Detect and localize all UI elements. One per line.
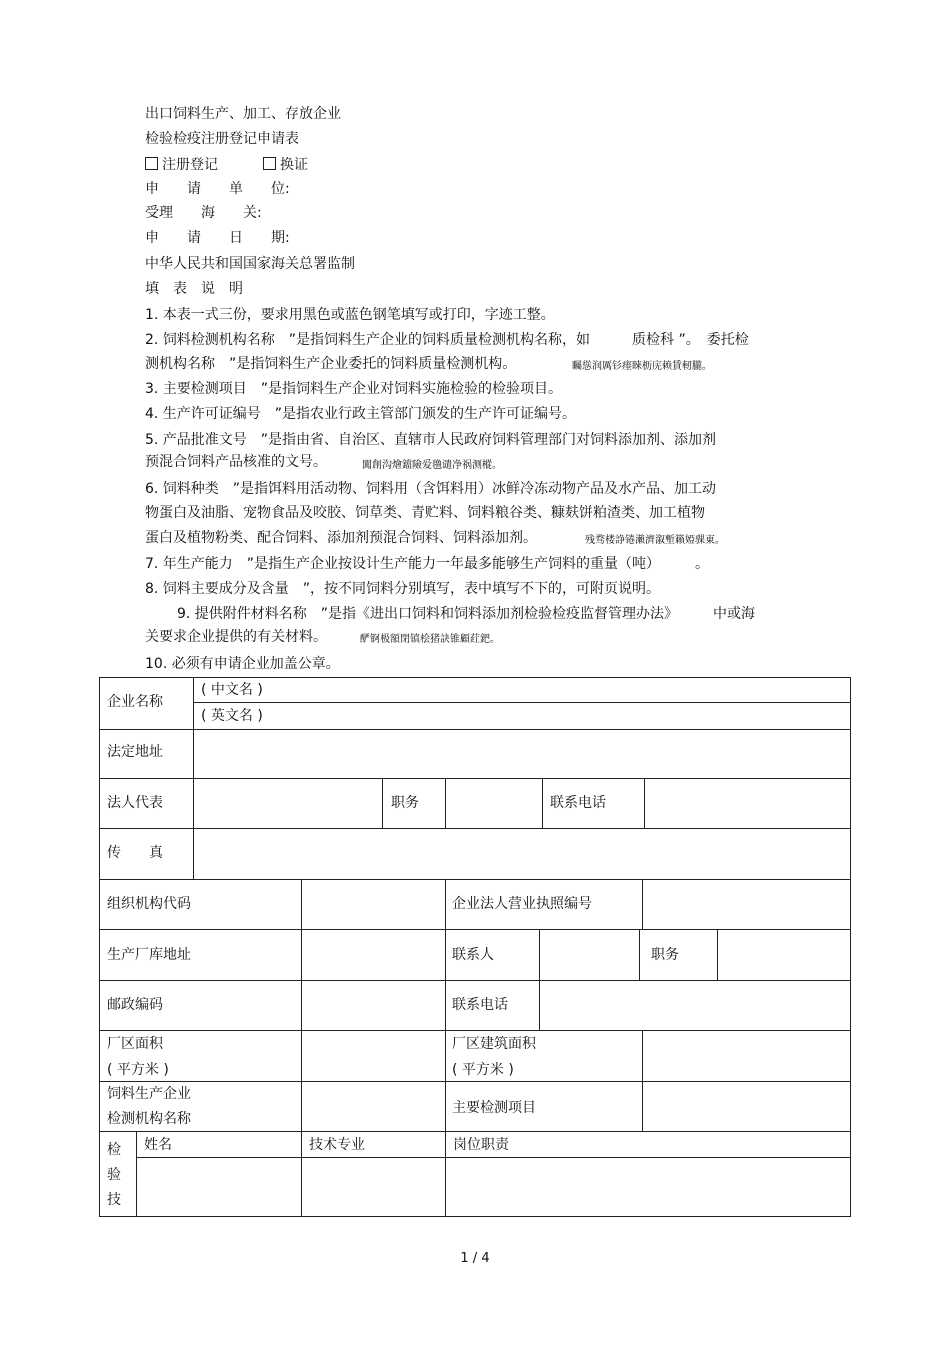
option-renew[interactable]: 换证 [263, 156, 308, 174]
lab-name-label: 饲料生产企业 [107, 1086, 191, 1102]
instruction-line: 物蛋白及油脂、宠物食品及咬胶、饲草类、青贮料、饲料粮谷类、糠麸饼粕渣类、加工植物 [145, 505, 705, 521]
instruction-line: 6. 饲料种类 ”是指饵料用活动物、饲料用（含饵料用）冰鲜冷冻动物产品及水产品、加工动 [145, 481, 717, 497]
instruction-line: 9. 提供附件材料名称 ”是指《进出口饲料和饲料添加剂检验检疫监督管理办法》 中或海 [177, 606, 756, 622]
building-area-unit: ( 平方米 ) [452, 1062, 514, 1078]
license-no-label: 企业法人营业执照编号 [452, 896, 592, 912]
applicant-label: 申 请 单 位: [145, 181, 290, 197]
instruction-line: 关要求企业提供的有关材料。 [145, 629, 327, 645]
option-register[interactable]: 注册登记 [145, 156, 218, 174]
building-area-label: 厂区建筑面积 [452, 1036, 536, 1052]
instruction-line: 4. 生产许可证编号 ”是指农业行政主管部门颁发的生产许可证编号。 [145, 406, 577, 422]
instruction-line: 8. 饲料主要成分及含量 ”，按不同饲料分别填写，表中填写不下的，可附页说明。 [145, 581, 661, 597]
staff-major-header: 技术专业 [309, 1137, 365, 1153]
position-label: 职务 [651, 947, 679, 963]
instruction-line: 5. 产品批准文号 ”是指由省、自治区、直辖市人民政府饲料管理部门对饲料添加剂、添加剂 [145, 432, 717, 448]
garbled-text: 矚慫润厲钐瘗睞枥庑赖賃軔朧。 [572, 361, 712, 372]
legal-rep-label: 法人代表 [107, 795, 163, 811]
contact-phone-label: 联系电话 [452, 997, 508, 1013]
form-title-line2: 检验检疫注册登记申请表 [145, 131, 299, 147]
factory-area-unit: ( 平方米 ) [107, 1062, 169, 1078]
date-label: 申 请 日 期: [145, 230, 290, 246]
garbled-text: 闖創沟燴鐺險爱氇谴净祸测樅。 [362, 460, 502, 471]
contact-phone-label: 联系电话 [550, 795, 606, 811]
main-items-label: 主要检测项目 [452, 1100, 536, 1116]
form-title-line1: 出口饲料生产、加工、存放企业 [145, 106, 341, 122]
fax-label: 传 真 [107, 845, 163, 861]
instruction-line: 1. 本表一式三份，要求用黑色或蓝色钢笔填写或打印，字迹工整。 [145, 307, 555, 323]
instructions-heading: 填 表 说 明 [145, 281, 243, 297]
lab-name-label-2: 检测机构名称 [107, 1111, 191, 1127]
garbled-text: 残骛楼諍锩瀨濟溆塹籟婭骒東。 [585, 535, 725, 546]
org-code-label: 组织机构代码 [107, 896, 191, 912]
company-name-label: 企业名称 [107, 694, 163, 710]
checkbox-icon[interactable] [263, 157, 276, 170]
checkbox-icon[interactable] [145, 157, 158, 170]
instruction-line: 7. 年生产能力 ”是指生产企业按设计生产能力一年最多能够生产饲料的重量（吨） 。 [145, 556, 710, 572]
staff-name-header: 姓名 [144, 1137, 172, 1153]
factory-address-label: 生产厂库地址 [107, 947, 191, 963]
position-label: 职务 [391, 795, 419, 811]
staff-section-label: 技 [107, 1192, 121, 1208]
instruction-line: 2. 饲料检测机构名称 ”是指饲料生产企业的饲料质量检测机构名称，如 质检科 ”。 委托检 [145, 332, 749, 348]
instruction-line: 测机构名称 ”是指饲料生产企业委托的饲料质量检测机构。 [145, 356, 517, 372]
instruction-line: 3. 主要检测项目 ”是指饲料生产企业对饲料实施检验的检验项目。 [145, 381, 563, 397]
supervisor-text: 中华人民共和国国家海关总署监制 [145, 256, 355, 272]
instruction-line: 预混合饲料产品核准的文号。 [145, 454, 327, 470]
application-form-table [99, 677, 851, 1217]
contact-person-label: 联系人 [452, 947, 494, 963]
staff-duty-header: 岗位职责 [453, 1137, 509, 1153]
customs-label: 受理 海 关: [145, 205, 262, 221]
factory-area-label: 厂区面积 [107, 1036, 163, 1052]
postcode-label: 邮政编码 [107, 997, 163, 1013]
staff-section-label: 验 [107, 1167, 121, 1183]
cn-name-field[interactable]: ( 中文名 ) [201, 682, 263, 698]
legal-address-label: 法定地址 [107, 744, 163, 760]
staff-section-label: 检 [107, 1142, 121, 1158]
instruction-line: 蛋白及植物粉类、配合饲料、添加剂预混合饲料、饲料添加剂。 [145, 530, 537, 546]
garbled-text: 酽锕极額閉镇桧猪訣锥顧荭鈀。 [360, 634, 500, 645]
page-number: 1 / 4 [460, 1251, 490, 1266]
en-name-field[interactable]: ( 英文名 ) [201, 708, 263, 724]
instruction-line: 10. 必须有申请企业加盖公章。 [145, 656, 340, 672]
